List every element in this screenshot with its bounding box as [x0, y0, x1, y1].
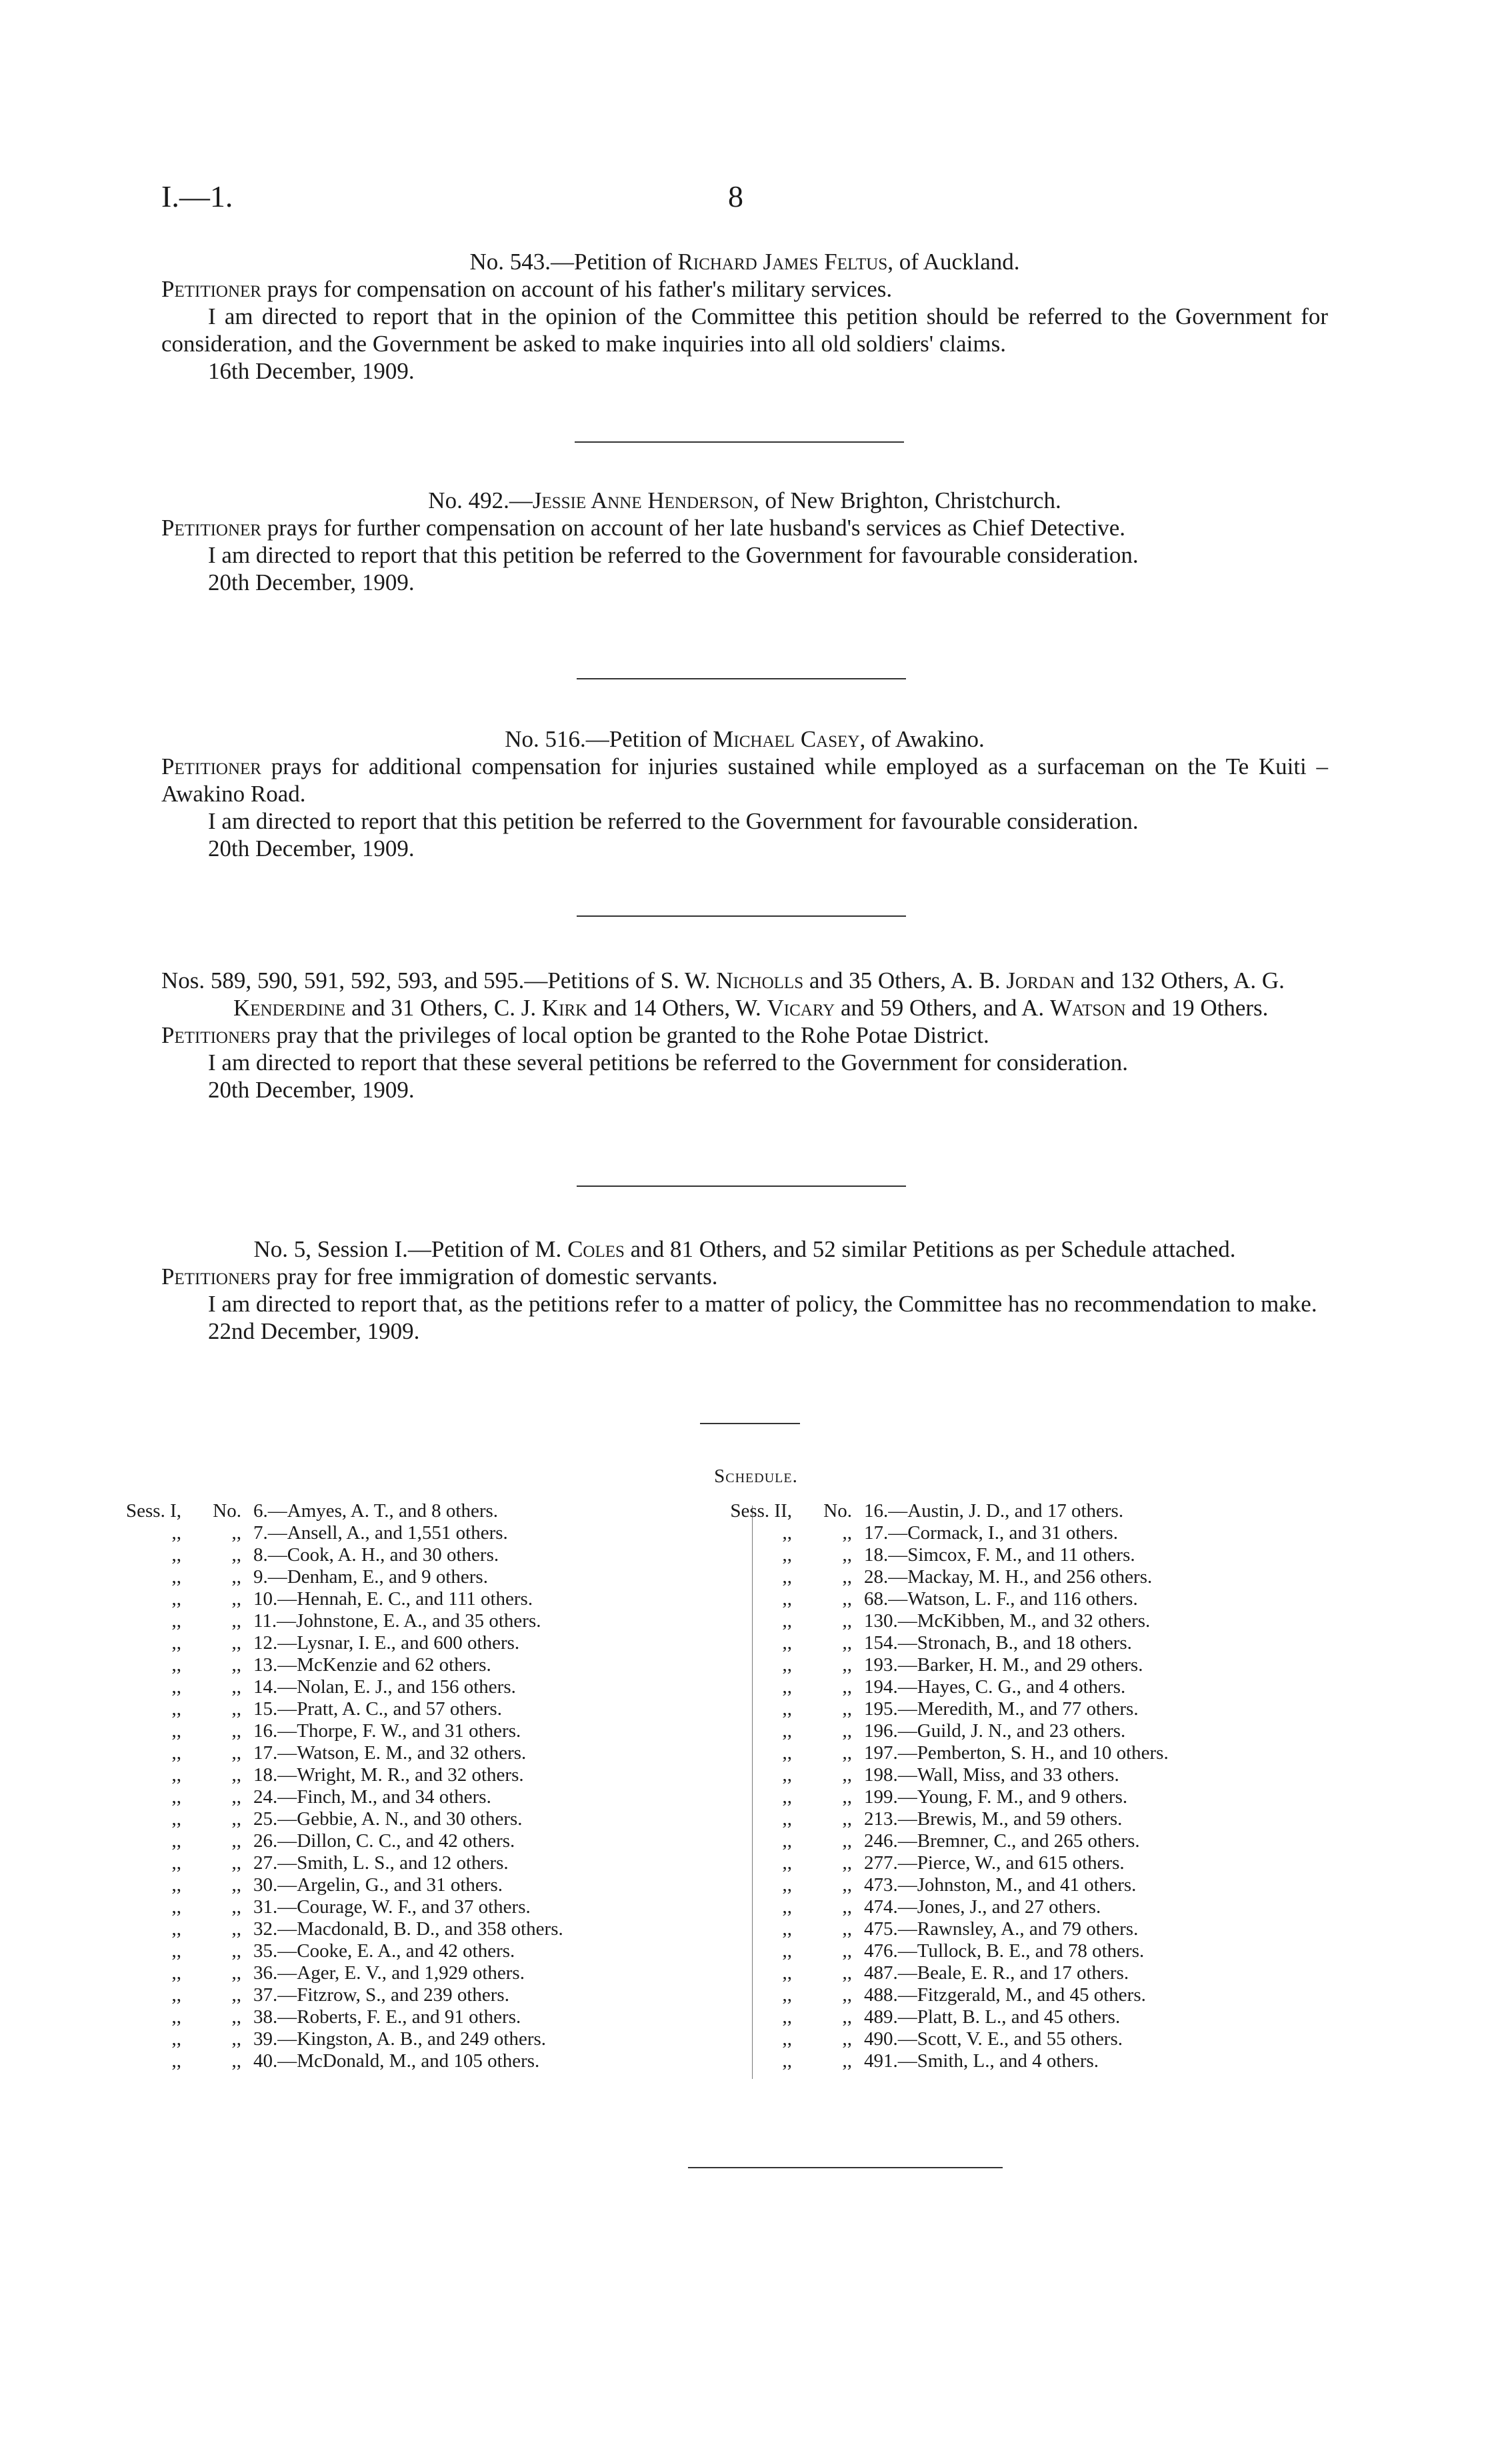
- schedule-entry: [725, 1698, 1169, 1720]
- schedule-entry: [115, 1632, 563, 1654]
- petition-entry-cell: 488.—Fitzgerald, M., and 45 others.: [864, 1984, 1146, 2006]
- schedule-entry: [115, 1852, 563, 1874]
- petition-entry-cell: 39.—Kingston, A. B., and 249 others.: [253, 2028, 547, 2050]
- petition-entry-cell: 38.—Roberts, F. E., and 91 others.: [253, 2006, 521, 2028]
- session-cell: ,,: [782, 1984, 792, 2006]
- session-cell: ,,: [171, 1962, 181, 1984]
- session-cell: ,,: [171, 1698, 181, 1720]
- petition-prayer: [161, 514, 1328, 541]
- number-label-cell: ,,: [231, 1764, 241, 1786]
- petition-entry-cell: 26.—Dillon, C. C., and 42 others.: [253, 1830, 515, 1852]
- schedule-entry: [115, 1566, 563, 1588]
- schedule-entry: [115, 1500, 563, 1522]
- title-text: and 14 Others, W.: [587, 995, 767, 1021]
- petition-prayer: [161, 275, 1328, 303]
- number-label-cell: ,,: [842, 1698, 852, 1720]
- session-cell: ,,: [782, 1808, 792, 1830]
- petitioner-name: Jordan: [1006, 967, 1075, 993]
- schedule-entry: [725, 1940, 1169, 1962]
- section-divider: [577, 1185, 906, 1187]
- number-label-cell: ,,: [231, 1852, 241, 1874]
- petition-entry-cell: 7.—Ansell, A., and 1,551 others.: [253, 1522, 508, 1544]
- petition-title: [161, 1236, 1328, 1263]
- title-text: and 19 Others.: [1125, 995, 1269, 1021]
- number-label-cell: ,,: [842, 1676, 852, 1698]
- petition-entry-cell: 199.—Young, F. M., and 9 others.: [864, 1786, 1128, 1808]
- session-cell: ,,: [782, 2028, 792, 2050]
- report-date: 20th December, 1909.: [208, 835, 415, 861]
- number-label-cell: ,,: [231, 1984, 241, 2006]
- schedule-entry: [115, 1830, 563, 1852]
- session-cell: ,,: [171, 2006, 181, 2028]
- title-text: and 35 Others, A. B.: [803, 967, 1007, 993]
- number-label-cell: ,,: [231, 1522, 241, 1544]
- petition-entry-cell: 28.—Mackay, M. H., and 256 others.: [864, 1566, 1153, 1588]
- session-cell: ,,: [782, 1918, 792, 1940]
- petitioner-name: Jessie Anne Henderson: [532, 487, 753, 513]
- petition-entry-cell: 30.—Argelin, G., and 31 others.: [253, 1874, 503, 1896]
- number-label-cell: ,,: [842, 1544, 852, 1566]
- petition-entry-cell: 476.—Tullock, B. E., and 78 others.: [864, 1940, 1145, 1962]
- number-label-cell: ,,: [231, 1588, 241, 1610]
- petition-entry-cell: 194.—Hayes, C. G., and 4 others.: [864, 1676, 1126, 1698]
- title-text: and 59 Others, and A.: [835, 995, 1050, 1021]
- session-cell: ,,: [782, 1720, 792, 1742]
- schedule-entry: [115, 2028, 563, 2050]
- petition-entry-cell: 9.—Denham, E., and 9 others.: [253, 1566, 488, 1588]
- number-label-cell: ,,: [842, 2006, 852, 2028]
- number-label-cell: ,,: [231, 1676, 241, 1698]
- committee-report: I am directed to report that this petition be referred to the Government for favourable consideration.: [208, 808, 1139, 834]
- session-cell: ,,: [171, 1720, 181, 1742]
- number-label-cell: ,,: [842, 2028, 852, 2050]
- title-text: No. 516.—Petition of: [505, 726, 713, 752]
- petition-entry-cell: 32.—Macdonald, B. D., and 358 others.: [253, 1918, 563, 1940]
- petition-entry-cell: 15.—Pratt, A. C., and 57 others.: [253, 1698, 502, 1720]
- number-label-cell: ,,: [842, 1962, 852, 1984]
- petitioner-name: Vicary: [767, 995, 835, 1021]
- schedule-entry: [115, 1676, 563, 1698]
- schedule-entry: [725, 1786, 1169, 1808]
- petition-entry-cell: 277.—Pierce, W., and 615 others.: [864, 1852, 1125, 1874]
- session-cell: ,,: [171, 1874, 181, 1896]
- session-cell: ,,: [782, 2006, 792, 2028]
- schedule-entry: [725, 1500, 1169, 1522]
- petition-entry-cell: 13.—McKenzie and 62 others.: [253, 1654, 491, 1676]
- schedule-entry: [725, 2028, 1169, 2050]
- petition-entry-cell: 27.—Smith, L. S., and 12 others.: [253, 1852, 509, 1874]
- title-text: Nos. 589, 590, 591, 592, 593, and 595.—Petitions of S. W.: [161, 967, 717, 993]
- number-label-cell: ,,: [842, 2050, 852, 2072]
- number-label-cell: ,,: [231, 1940, 241, 1962]
- petition-prayer: [161, 753, 1328, 807]
- title-text: No. 543.—Petition of: [469, 249, 678, 275]
- number-label-cell: ,,: [842, 1896, 852, 1918]
- petition-entry-cell: 16.—Thorpe, F. W., and 31 others.: [253, 1720, 521, 1742]
- petition-entry-cell: 37.—Fitzrow, S., and 239 others.: [253, 1984, 509, 2006]
- petitioner-name: Richard James Feltus: [677, 249, 888, 275]
- number-label-cell: No.: [213, 1500, 241, 1522]
- number-label-cell: ,,: [231, 1632, 241, 1654]
- schedule-entry: [725, 1654, 1169, 1676]
- prayer-lead: Petitioner: [161, 276, 261, 302]
- committee-report: I am directed to report that, as the petitions refer to a matter of policy, the Committee has no recommendation to make.: [208, 1291, 1317, 1317]
- report-date: 22nd December, 1909.: [208, 1318, 420, 1344]
- petition-entry-cell: 40.—McDonald, M., and 105 others.: [253, 2050, 540, 2072]
- petition-entry-cell: 11.—Johnstone, E. A., and 35 others.: [253, 1610, 541, 1632]
- schedule-entry: [725, 1896, 1169, 1918]
- number-label-cell: ,,: [231, 1742, 241, 1764]
- prayer-text: prays for additional compensation for injuries sustained while employed as a surfaceman on the Te Kuiti – Awakino Road.: [161, 753, 1328, 807]
- number-label-cell: ,,: [231, 1918, 241, 1940]
- number-label-cell: ,,: [231, 1544, 241, 1566]
- schedule-entry: [115, 1896, 563, 1918]
- session-cell: ,,: [782, 1588, 792, 1610]
- session-cell: ,,: [782, 1566, 792, 1588]
- number-label-cell: ,,: [842, 1940, 852, 1962]
- number-label-cell: ,,: [231, 1698, 241, 1720]
- petition-entry-cell: 8.—Cook, A. H., and 30 others.: [253, 1544, 499, 1566]
- number-label-cell: ,,: [842, 1830, 852, 1852]
- petition-entry-cell: 17.—Watson, E. M., and 32 others.: [253, 1742, 527, 1764]
- number-label-cell: ,,: [842, 1852, 852, 1874]
- session-cell: Sess. I,: [126, 1500, 181, 1522]
- petition-entry-cell: 475.—Rawnsley, A., and 79 others.: [864, 1918, 1139, 1940]
- petition-entry-cell: 24.—Finch, M., and 34 others.: [253, 1786, 491, 1808]
- schedule-entry: [725, 2006, 1169, 2028]
- session-cell: ,,: [171, 1808, 181, 1830]
- number-label-cell: ,,: [842, 1984, 852, 2006]
- schedule-entry: [725, 1918, 1169, 1940]
- section-divider: [577, 915, 906, 917]
- number-label-cell: ,,: [842, 1566, 852, 1588]
- number-label-cell: ,,: [842, 1654, 852, 1676]
- session-cell: ,,: [171, 1654, 181, 1676]
- number-label-cell: ,,: [231, 1808, 241, 1830]
- number-label-cell: No.: [823, 1500, 852, 1522]
- petition-section-coles: [161, 1236, 1328, 1345]
- page-number: 8: [728, 179, 743, 213]
- title-text: , of New Brighton, Christchurch.: [753, 487, 1061, 513]
- schedule-entry: [725, 1962, 1169, 1984]
- petition-title: [161, 725, 1328, 753]
- schedule-entry: [115, 1720, 563, 1742]
- petition-entry-cell: 154.—Stronach, B., and 18 others.: [864, 1632, 1132, 1654]
- title-text: , of Auckland.: [887, 249, 1020, 275]
- prayer-text: pray for free immigration of domestic servants.: [270, 1264, 718, 1290]
- title-text: No. 5, Session I.—Petition of M.: [253, 1236, 568, 1262]
- number-label-cell: ,,: [842, 1918, 852, 1940]
- section-divider: [700, 1423, 800, 1424]
- number-label-cell: ,,: [231, 2028, 241, 2050]
- session-cell: ,,: [171, 1786, 181, 1808]
- schedule-entry: [725, 1808, 1169, 1830]
- session-cell: ,,: [782, 1698, 792, 1720]
- petition-entry-cell: 10.—Hennah, E. C., and 111 others.: [253, 1588, 533, 1610]
- schedule-entry: [725, 2050, 1169, 2072]
- petition-entry-cell: 68.—Watson, L. F., and 116 others.: [864, 1588, 1138, 1610]
- session-cell: ,,: [782, 1786, 792, 1808]
- prayer-text: prays for further compensation on account of her late husband's services as Chief Detective.: [261, 515, 1125, 541]
- number-label-cell: ,,: [231, 1962, 241, 1984]
- number-label-cell: ,,: [842, 1874, 852, 1896]
- schedule-entry: [725, 1588, 1169, 1610]
- session-cell: ,,: [782, 1940, 792, 1962]
- number-label-cell: ,,: [231, 2006, 241, 2028]
- schedule-entry: [725, 1720, 1169, 1742]
- petitioner-name: Watson: [1049, 995, 1126, 1021]
- petitioner-name: Kirk: [541, 995, 588, 1021]
- schedule-entry: [725, 1522, 1169, 1544]
- number-label-cell: ,,: [842, 1742, 852, 1764]
- session-cell: ,,: [782, 2050, 792, 2072]
- schedule-title: Schedule.: [714, 1466, 798, 1487]
- schedule-entry: [725, 1984, 1169, 2006]
- petition-entry-cell: 18.—Wright, M. R., and 32 others.: [253, 1764, 524, 1786]
- schedule-entry: [115, 1764, 563, 1786]
- petition-entry-cell: 16.—Austin, J. D., and 17 others.: [864, 1500, 1124, 1522]
- number-label-cell: ,,: [231, 1720, 241, 1742]
- schedule-entry: [725, 1632, 1169, 1654]
- schedule-entry: [115, 1588, 563, 1610]
- schedule-entry: [115, 1610, 563, 1632]
- petition-prayer: [161, 1263, 1328, 1290]
- schedule-entry: [725, 1676, 1169, 1698]
- petitioner-name: Coles: [567, 1236, 625, 1262]
- section-divider: [577, 678, 906, 679]
- schedule-entry: [115, 1522, 563, 1544]
- prayer-text: prays for compensation on account of his father's military services.: [261, 276, 893, 302]
- schedule-entry: [115, 1940, 563, 1962]
- schedule-entry: [115, 2006, 563, 2028]
- number-label-cell: ,,: [231, 1874, 241, 1896]
- session-cell: ,,: [782, 1676, 792, 1698]
- schedule-entry: [115, 1786, 563, 1808]
- petition-entry-cell: 18.—Simcox, F. M., and 11 others.: [864, 1544, 1135, 1566]
- session-cell: ,,: [171, 1742, 181, 1764]
- schedule-entry: [115, 1984, 563, 2006]
- petition-prayer: [161, 1021, 1328, 1049]
- petition-entry-cell: 12.—Lysnar, I. E., and 600 others.: [253, 1632, 520, 1654]
- committee-report: I am directed to report that this petition be referred to the Government for favourable consideration.: [208, 542, 1139, 568]
- session-cell: ,,: [171, 2050, 181, 2072]
- number-label-cell: ,,: [842, 1522, 852, 1544]
- petition-entry-cell: 25.—Gebbie, A. N., and 30 others.: [253, 1808, 523, 1830]
- session-cell: ,,: [171, 1544, 181, 1566]
- petition-entry-cell: 35.—Cooke, E. A., and 42 others.: [253, 1940, 515, 1962]
- session-cell: ,,: [782, 1852, 792, 1874]
- number-label-cell: ,,: [231, 1566, 241, 1588]
- petition-entry-cell: 130.—McKibben, M., and 32 others.: [864, 1610, 1151, 1632]
- report-date: 20th December, 1909.: [208, 1077, 415, 1103]
- schedule-entry: [725, 1852, 1169, 1874]
- number-label-cell: ,,: [842, 1808, 852, 1830]
- petition-section-543: [161, 248, 1328, 385]
- title-text: and 31 Others, C. J.: [345, 995, 542, 1021]
- session-cell: ,,: [171, 1830, 181, 1852]
- petition-entry-cell: 36.—Ager, E. V., and 1,929 others.: [253, 1962, 525, 1984]
- number-label-cell: ,,: [231, 2050, 241, 2072]
- session-cell: ,,: [171, 1764, 181, 1786]
- committee-report: I am directed to report that in the opinion of the Committee this petition should be referred to the Government for consideration, and the Government be asked to make inquiries into all old soldiers' claims.: [161, 303, 1328, 357]
- title-text: No. 492.—: [428, 487, 533, 513]
- session-cell: ,,: [782, 1610, 792, 1632]
- session-cell: Sess. II,: [730, 1500, 792, 1522]
- schedule-entry: [725, 1566, 1169, 1588]
- session-cell: ,,: [782, 1830, 792, 1852]
- session-cell: ,,: [782, 1522, 792, 1544]
- session-cell: ,,: [782, 1764, 792, 1786]
- schedule-entry: [725, 1742, 1169, 1764]
- schedule-entry: [115, 1544, 563, 1566]
- petition-entry-cell: 474.—Jones, J., and 27 others.: [864, 1896, 1101, 1918]
- schedule-entry: [725, 1874, 1169, 1896]
- session-cell: ,,: [171, 1940, 181, 1962]
- number-label-cell: ,,: [842, 1610, 852, 1632]
- title-text: and 132 Others, A. G.: [1074, 967, 1285, 993]
- petition-entry-cell: 487.—Beale, E. R., and 17 others.: [864, 1962, 1129, 1984]
- schedule-entry: [115, 1654, 563, 1676]
- schedule-entry: [725, 1610, 1169, 1632]
- paper-reference: I.—1.: [161, 179, 233, 213]
- petition-title: [161, 487, 1328, 514]
- session-cell: ,,: [782, 1896, 792, 1918]
- schedule-entry: [115, 1874, 563, 1896]
- session-cell: ,,: [782, 1962, 792, 1984]
- petition-entry-cell: 31.—Courage, W. F., and 37 others.: [253, 1896, 531, 1918]
- petition-entry-cell: 473.—Johnston, M., and 41 others.: [864, 1874, 1137, 1896]
- title-text: and 81 Others, and 52 similar Petitions as per Schedule attached.: [624, 1236, 1236, 1262]
- petition-entry-cell: 491.—Smith, L., and 4 others.: [864, 2050, 1099, 2072]
- number-label-cell: ,,: [842, 1632, 852, 1654]
- session-cell: ,,: [171, 1566, 181, 1588]
- closing-rule: [688, 2167, 1003, 2168]
- prayer-text: pray that the privileges of local option be granted to the Rohe Potae District.: [270, 1022, 989, 1048]
- number-label-cell: ,,: [842, 1786, 852, 1808]
- petition-section-492: [161, 487, 1328, 596]
- prayer-lead: Petitioner: [161, 753, 261, 779]
- report-date: 20th December, 1909.: [208, 569, 415, 595]
- session-cell: ,,: [171, 1588, 181, 1610]
- session-cell: ,,: [782, 1742, 792, 1764]
- schedule-entry: [725, 1764, 1169, 1786]
- schedule-entry: [725, 1830, 1169, 1852]
- number-label-cell: ,,: [842, 1764, 852, 1786]
- report-date: 16th December, 1909.: [208, 358, 415, 384]
- schedule-session-1-column: [115, 1500, 563, 2072]
- number-label-cell: ,,: [842, 1720, 852, 1742]
- petition-entry-cell: 6.—Amyes, A. T., and 8 others.: [253, 1500, 499, 1522]
- petition-entry-cell: 490.—Scott, V. E., and 55 others.: [864, 2028, 1123, 2050]
- number-label-cell: ,,: [231, 1610, 241, 1632]
- number-label-cell: ,,: [231, 1830, 241, 1852]
- petition-entry-cell: 198.—Wall, Miss, and 33 others.: [864, 1764, 1119, 1786]
- petition-entry-cell: 14.—Nolan, E. J., and 156 others.: [253, 1676, 516, 1698]
- schedule-entry: [115, 1962, 563, 1984]
- prayer-lead: Petitioner: [161, 515, 261, 541]
- number-label-cell: ,,: [842, 1588, 852, 1610]
- petition-section-516: [161, 725, 1328, 862]
- session-cell: ,,: [171, 1522, 181, 1544]
- petition-entry-cell: 193.—Barker, H. M., and 29 others.: [864, 1654, 1143, 1676]
- petition-title: [161, 248, 1328, 275]
- petition-entry-cell: 489.—Platt, B. L., and 45 others.: [864, 2006, 1121, 2028]
- schedule-entry: [115, 2050, 563, 2072]
- number-label-cell: ,,: [231, 1654, 241, 1676]
- committee-report: I am directed to report that these several petitions be referred to the Government for consideration.: [208, 1049, 1129, 1075]
- number-label-cell: ,,: [231, 1896, 241, 1918]
- petition-entry-cell: 17.—Cormack, I., and 31 others.: [864, 1522, 1118, 1544]
- session-cell: ,,: [171, 1984, 181, 2006]
- petitioner-name: Michael Casey: [713, 726, 860, 752]
- section-divider: [575, 441, 904, 443]
- schedule-entry: [115, 1808, 563, 1830]
- schedule-entry: [725, 1544, 1169, 1566]
- session-cell: ,,: [171, 1896, 181, 1918]
- number-label-cell: ,,: [231, 1786, 241, 1808]
- petitioner-name: Nicholls: [716, 967, 804, 993]
- petition-title: [161, 967, 1328, 1021]
- session-cell: ,,: [782, 1654, 792, 1676]
- session-cell: ,,: [171, 2028, 181, 2050]
- schedule-entry: [115, 1742, 563, 1764]
- schedule-session-2-column: [725, 1500, 1169, 2072]
- session-cell: ,,: [171, 1632, 181, 1654]
- session-cell: ,,: [782, 1632, 792, 1654]
- petition-entry-cell: 195.—Meredith, M., and 77 others.: [864, 1698, 1139, 1720]
- session-cell: ,,: [171, 1918, 181, 1940]
- prayer-lead: Petitioners: [161, 1264, 271, 1290]
- petition-entry-cell: 246.—Bremner, C., and 265 others.: [864, 1830, 1140, 1852]
- petitioner-name: Kenderdine: [233, 995, 346, 1021]
- title-text: , of Awakino.: [859, 726, 985, 752]
- session-cell: ,,: [782, 1544, 792, 1566]
- session-cell: ,,: [171, 1852, 181, 1874]
- prayer-lead: Petitioners: [161, 1022, 271, 1048]
- session-cell: ,,: [782, 1874, 792, 1896]
- petition-entry-cell: 213.—Brewis, M., and 59 others.: [864, 1808, 1123, 1830]
- schedule-entry: [115, 1698, 563, 1720]
- session-cell: ,,: [171, 1676, 181, 1698]
- petition-section-589-595: [161, 967, 1328, 1103]
- petition-entry-cell: 197.—Pemberton, S. H., and 10 others.: [864, 1742, 1169, 1764]
- schedule-entry: [115, 1918, 563, 1940]
- petition-entry-cell: 196.—Guild, J. N., and 23 others.: [864, 1720, 1126, 1742]
- session-cell: ,,: [171, 1610, 181, 1632]
